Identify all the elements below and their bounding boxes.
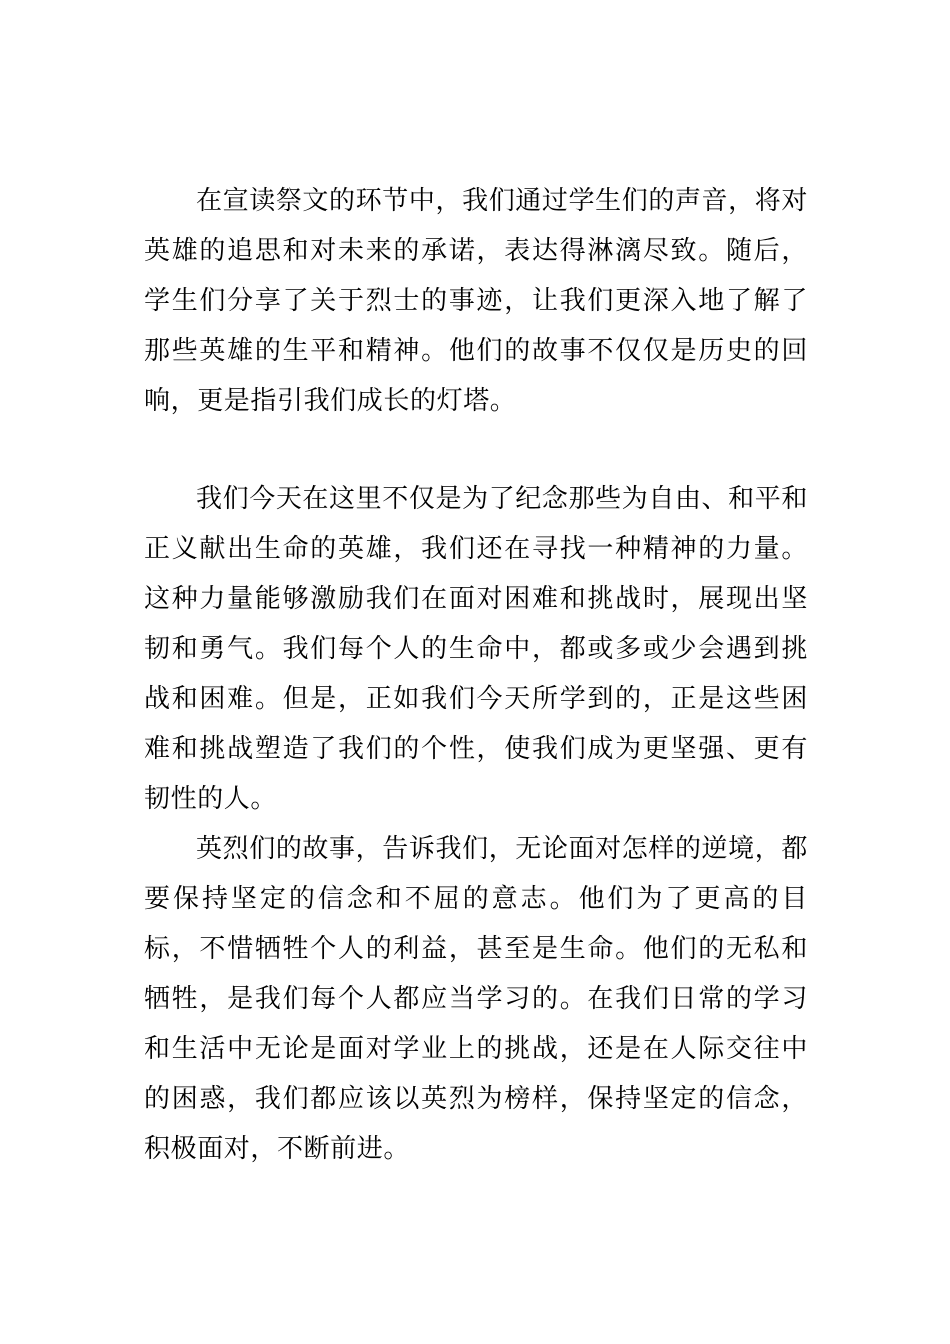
paragraph-1: 在宣读祭文的环节中，我们通过学生们的声音，将对英雄的追思和对未来的承诺，表达得淋漓尽致。随后，学生们分享了关于烈士的事迹，让我们更深入地了解了那些英雄的生平和精神。他们的故事不仅仅是历史的回响，更是指引我们成长的灯塔。: [144, 186, 808, 416]
paragraph-2: 我们今天在这里不仅是为了纪念那些为自由、和平和正义献出生命的英雄，我们还在寻找一种精神的力量。这种力量能够激励我们在面对困难和挑战时，展现出坚韧和勇气。我们每个人的生命中，都或多或少会遇到挑战和困难。但是，正如我们今天所学到的，正是这些困难和挑战塑造了我们的个性，使我们成为更坚强、更有韧性的人。: [144, 484, 808, 814]
paragraph-3: 英烈们的故事，告诉我们，无论面对怎样的逆境，都要保持坚定的信念和不屈的意志。他们为了更高的目标，不惜牺牲个人的利益，甚至是生命。他们的无私和牺牲，是我们每个人都应当学习的。在我们日常的学习和生活中无论是面对学业上的挑战，还是在人际交往中的困惑，我们都应该以英烈为榜样，保持坚定的信念，积极面对，不断前进。: [144, 834, 808, 1164]
